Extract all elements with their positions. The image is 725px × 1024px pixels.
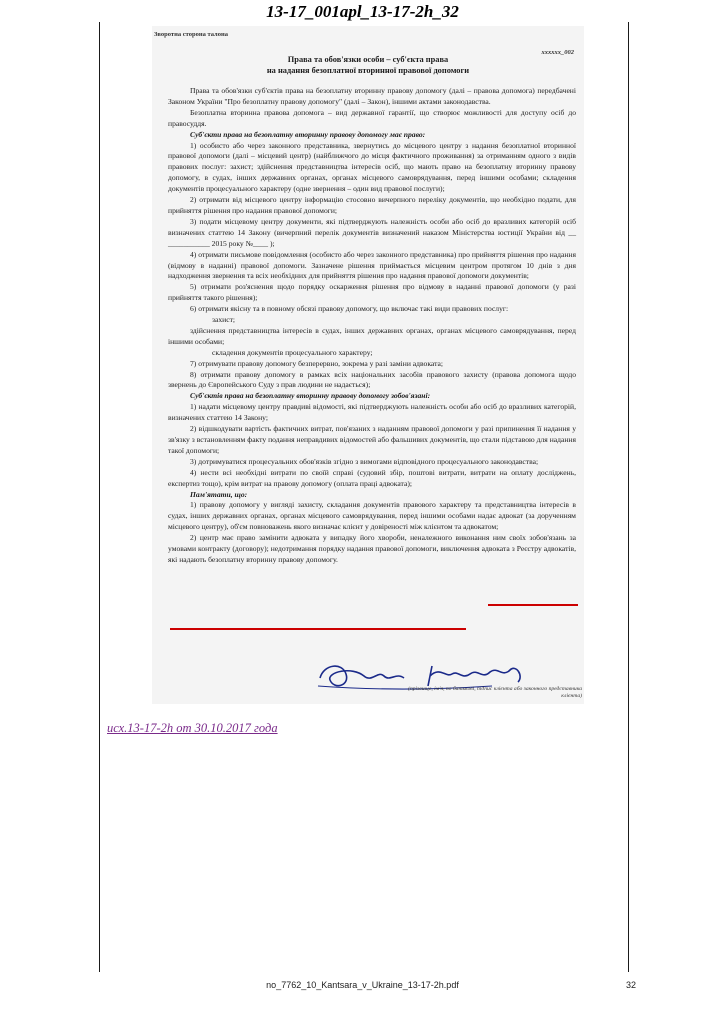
- reference-link[interactable]: исх.13-17-2h от 30.10.2017 года: [107, 721, 278, 735]
- footer-page-number: 32: [626, 980, 637, 990]
- paragraph: 7) отримувати правову допомогу безперервно, зокрема у разі заміни адвоката;: [190, 358, 443, 368]
- scan-title: [152, 54, 584, 76]
- document-header-title: 13-17_001apl_13-17-2h_32: [266, 2, 459, 21]
- paragraph: 2) центр має право замінити адвоката у випадку його хвороби, неналежного виконання ним своїх зобов'язань за умовами контракту (договору); недотримання порядку надання правової допомоги, виключення адвоката з Реєстру адвокатів, які надають безоплатну вторинну правову допомогу.: [168, 533, 576, 564]
- paragraph: 5) отримати роз'яснення щодо порядку оскарження рішення про відмову в наданні правової допомоги (у разі прийняття такого рішення);: [168, 282, 576, 303]
- section-heading: Пам'ятати, що:: [190, 489, 248, 499]
- paragraph: 4) нести всі необхідні витрати по своїй справі (судовий збір, поштові витрати, витрати на оплату досліджень, експертиз тощо), крім витрат на правову допомогу (оплата праці адвоката);: [168, 467, 576, 488]
- paragraph: 1) правову допомогу у вигляді захисту, складання документів правового характеру та представництва інтересів в судах, інших державних органах, органах місцевого самоврядування, перед іншими особами надає адвокат (за дорученням місцевого центру), об'єм повноважень якого визначає клієнт у довіреності між клієнтом та адвокатом;: [168, 500, 576, 532]
- signature-caption: (прізвище, ім'я, по батькові, підпис клієнта або законного представника клієнта): [408, 686, 582, 699]
- scan-title-line-2: на надання безоплатної вторинної правової допомоги: [266, 66, 470, 75]
- paragraph: 8) отримати правову допомогу в рамках всіх національних засобів правового захисту (правова допомога щодо звернень до Європейського Суду з прав людини не надається);: [168, 369, 576, 390]
- paragraph: 1) надати місцевому центру правдиві відомості, які підтверджують належність особи або осіб до вразливих категорій, визначених статтею 14 Закону;: [168, 402, 576, 423]
- footer-filename: no_7762_10_Kantsara_v_Ukraine_13-17-2h.pdf: [266, 980, 459, 990]
- scan-top-right-stamp: xxxxxx_002: [541, 49, 574, 56]
- paragraph: захист;: [212, 315, 236, 325]
- section-heading: Суб'єктів права на безоплатну вторинну правову допомогу зобов'язані:: [190, 391, 431, 401]
- signature-area: [312, 656, 582, 700]
- red-underline-mark: [170, 628, 466, 630]
- paragraph: 2) відшкодувати вартість фактичних витрат, пов'язаних з наданням правової допомоги у разі припинення її надання у зв'язку з встановленням факту подання неправдивих відомостей або фальшивих документів, що стали підставою для надання такої допомоги;: [168, 424, 576, 455]
- scan-body: [168, 86, 576, 566]
- scan-title-line-1: Права та обов'язки особи – суб'єкта права: [287, 55, 449, 64]
- paragraph: складення документів процесуального характеру;: [212, 347, 373, 357]
- section-heading: Суб'єкти права на безоплатну вторинну правову допомогу має право:: [190, 129, 426, 139]
- paragraph: здійснення представництва інтересів в судах, інших державних органах, органах місцевого самоврядування, перед іншими особами;: [168, 325, 576, 346]
- paragraph: Безоплатна вторинна правова допомога – вид державної гарантії, що створює можливості для доступу осіб до правосуддя.: [168, 107, 576, 128]
- paragraph: 1) особисто або через законного представника, звернутись до місцевого центру з надання безоплатної вторинної правової допомоги (далі – місцевий центр) (найближчого до місця фактичного проживання) за отриманням одного з видів правових послуг: захист; здійснення представництва інтересів осіб, що мають право на безоплатну вторинну правову допомогу, в судах, інших державних органах, органах місцевого самоврядування, перед іншими особами; складення документів процесуального характеру (одне звернення – один вид правової послуги);: [168, 140, 576, 194]
- paragraph: Права та обов'язки суб'єктів права на безоплатну вторинну правову допомогу (далі – правова допомога) передбачені Законом України "Про безоплатну правову допомогу" (далі – Закон), іншими актами законодавства.: [168, 86, 576, 106]
- paragraph: 4) отримати письмове повідомлення (особисто або через законного представника) про прийняття рішення про надання (відмову в наданні) правової допомоги. Зазначене рішення приймається місцевим центром протягом 10 днів з дня надходження звернення та всіх необхідних для прийняття рішення про надання правової допомоги документів;: [168, 249, 576, 281]
- paragraph: 6) отримати якісну та в повному обсязі правову допомогу, що включає такі види правових послуг:: [190, 304, 509, 314]
- paragraph: 3) подати місцевому центру документи, які підтверджують належність особи або осіб до вразливих категорій осіб визначених статтею 14 Закону (вичерпний перелік документів визначений наказом Міністерства юстиції України від __ ___________ 2015 року №____ );: [168, 216, 576, 248]
- paragraph: 3) дотримуватися процесуальних обов'язків згідно з вимогами відповідного процесуального законодавства;: [190, 456, 539, 466]
- red-underline-mark: [488, 604, 578, 606]
- scan-top-left-label: Зворотна сторона талона: [154, 31, 228, 38]
- paragraph: 2) отримати від місцевого центру інформацію стосовно вичерпного переліку документів, що необхідно подати, для прийняття рішення про надання правової допомоги;: [168, 195, 576, 215]
- scanned-document: [152, 26, 584, 704]
